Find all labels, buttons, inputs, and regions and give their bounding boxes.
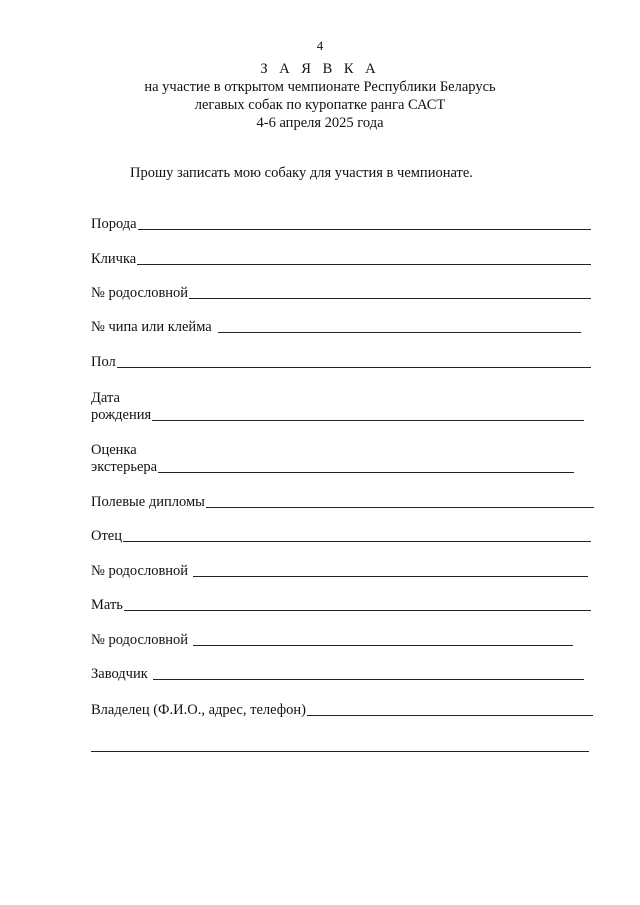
header-line-1: на участие в открытом чемпионате Республики Беларусь bbox=[144, 79, 496, 95]
fill-line[interactable] bbox=[123, 540, 591, 542]
page-number: 4 bbox=[316, 38, 324, 53]
fill-line[interactable] bbox=[138, 228, 591, 230]
field-birth-date[interactable] bbox=[91, 390, 584, 424]
field-field-diplomas[interactable] bbox=[91, 494, 594, 511]
fill-line[interactable] bbox=[189, 297, 591, 299]
field-label: Полевые дипломы bbox=[91, 494, 205, 510]
field-label: Пол bbox=[91, 354, 116, 370]
label-line-1: Дата bbox=[91, 390, 120, 406]
field-label: № родословной bbox=[91, 285, 189, 301]
fill-line[interactable] bbox=[193, 644, 573, 646]
fill-line[interactable] bbox=[153, 678, 584, 680]
field-label: № родословной bbox=[91, 632, 189, 648]
field-breed[interactable] bbox=[91, 216, 591, 233]
field-mother[interactable] bbox=[91, 597, 591, 614]
fill-line[interactable] bbox=[152, 419, 584, 421]
fill-line[interactable] bbox=[193, 575, 588, 577]
label-line-1: Оценка bbox=[91, 442, 137, 458]
fill-line[interactable] bbox=[158, 471, 574, 473]
application-header bbox=[0, 60, 640, 132]
fill-line[interactable] bbox=[117, 366, 591, 368]
header-line-3: 4-6 апреля 2025 года bbox=[256, 115, 384, 131]
fill-line[interactable] bbox=[206, 506, 594, 508]
field-label bbox=[91, 442, 157, 476]
owner-extra-line[interactable] bbox=[91, 751, 589, 752]
field-chip[interactable] bbox=[91, 319, 581, 336]
field-label: Владелец (Ф.И.О., адрес, телефон) bbox=[91, 702, 306, 718]
label-line-2: рождения bbox=[91, 407, 152, 423]
fill-line[interactable] bbox=[137, 263, 591, 265]
field-label: № родословной bbox=[91, 563, 189, 579]
fill-line[interactable] bbox=[218, 331, 581, 333]
field-label: № чипа или клейма bbox=[91, 319, 212, 335]
field-owner[interactable] bbox=[91, 702, 593, 719]
document-title: З А Я В К А bbox=[260, 61, 380, 77]
field-breeder[interactable] bbox=[91, 666, 584, 683]
fill-line[interactable] bbox=[307, 714, 593, 716]
field-exterior[interactable] bbox=[91, 442, 574, 476]
field-pedigree[interactable] bbox=[91, 285, 591, 302]
field-label: Отец bbox=[91, 528, 123, 544]
intro-text: Прошу записать мою собаку для участия в чемпионате. bbox=[130, 165, 473, 181]
label-line-2: экстерьера bbox=[91, 459, 158, 475]
fill-line[interactable] bbox=[124, 609, 591, 611]
field-name[interactable] bbox=[91, 251, 591, 268]
field-father-pedigree[interactable] bbox=[91, 563, 588, 580]
header-line-2: легавых собак по куропатке ранга САСТ bbox=[194, 97, 446, 113]
field-label: Заводчик bbox=[91, 666, 148, 682]
field-label: Порода bbox=[91, 216, 137, 232]
field-label: Кличка bbox=[91, 251, 137, 267]
field-label bbox=[91, 390, 151, 424]
field-sex[interactable] bbox=[91, 354, 591, 371]
field-father[interactable] bbox=[91, 528, 591, 545]
field-label: Мать bbox=[91, 597, 123, 613]
field-mother-pedigree[interactable] bbox=[91, 632, 573, 649]
